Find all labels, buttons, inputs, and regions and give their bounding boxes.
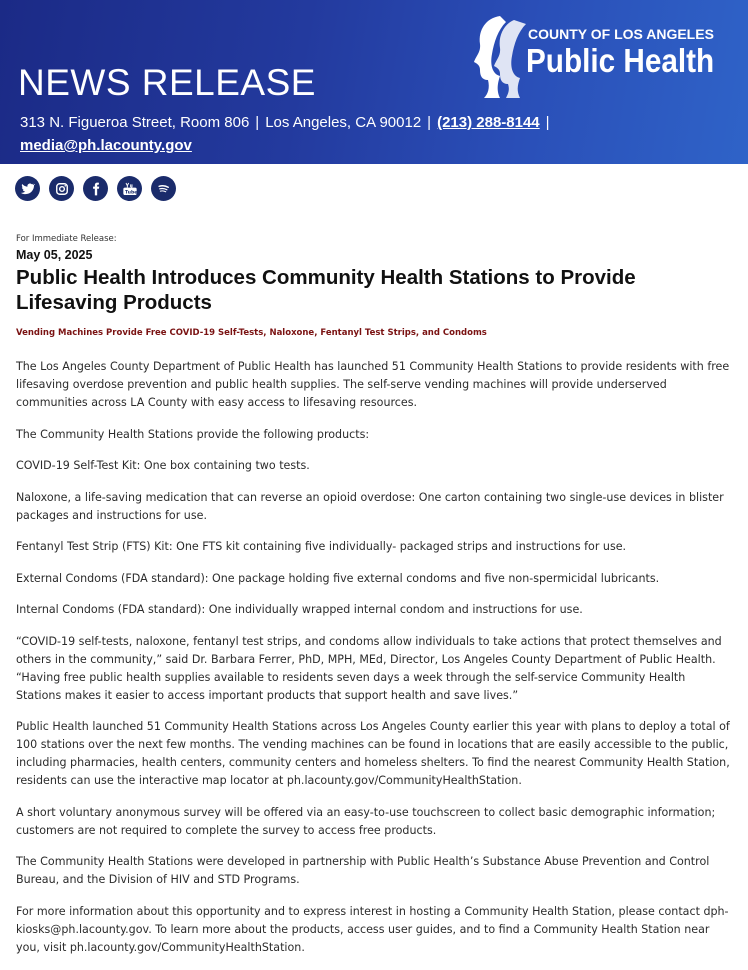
paragraph: COVID-19 Self-Test Kit: One box containing two tests. bbox=[16, 459, 310, 472]
release-label: For Immediate Release: bbox=[16, 234, 117, 244]
contact-line bbox=[20, 114, 556, 131]
city-text: Los Angeles, CA 90012 bbox=[265, 114, 422, 131]
phone-link[interactable]: (213) 288-8144 bbox=[437, 114, 540, 131]
separator: | bbox=[255, 114, 260, 131]
paragraph: The Community Health Stations were developed in partnership with Public Health’s Substance Abuse Prevention and Control Bureau, and the Division of HIV and STD Programs. bbox=[16, 855, 710, 886]
svg-text:Tube: Tube bbox=[124, 189, 137, 195]
headline-line-2: Lifesaving Products bbox=[16, 291, 212, 314]
subheadline: Vending Machines Provide Free COVID-19 Self-Tests, Naloxone, Fentanyl Test Strips, and Condoms bbox=[16, 328, 487, 338]
paragraph: The Community Health Stations provide the following products: bbox=[16, 427, 370, 441]
release-date: May 05, 2025 bbox=[16, 248, 93, 262]
paragraph: The Los Angeles County Department of Public Health has launched 51 Community Health Stations to provide residents with free lifesaving overdose prevention and public health supplies. The self-serve vending machines will provide underserved communities across LA County with easy access to lifesaving resources. bbox=[16, 360, 730, 409]
headline bbox=[16, 265, 732, 315]
paragraph: Internal Condoms (FDA standard): One individually wrapped internal condom and instructions for use. bbox=[16, 603, 583, 616]
article-body bbox=[16, 358, 732, 957]
paragraph: A short voluntary anonymous survey will be offered via an easy-to-use touchscreen to collect basic demographic information; customers are not required to complete the survey to access free products. bbox=[16, 805, 716, 837]
logo-county-text: COUNTY OF LOS ANGELES bbox=[528, 26, 714, 42]
paragraph: Public Health launched 51 Community Health Stations across Los Angeles County earlier this year with plans to deploy a total of 100 stations over the next few months. The vending machines can be found in locations that are easily accessible to the public, including pharmacies, health centers, community centers and homeless shelters. To find the nearest Community Health Station, residents can use the interactive map locator at ph.lacounty.gov/CommunityHealthStation. bbox=[16, 720, 730, 787]
headline-line-1: Public Health Introduces Community Health Stations to Provide bbox=[16, 266, 636, 289]
logo-public-health-text: Public Health bbox=[526, 42, 715, 79]
social-icons bbox=[15, 176, 176, 201]
banner-title: NEWS RELEASE bbox=[18, 62, 316, 103]
paragraph: External Condoms (FDA standard): One package holding five external condoms and five non-spermicidal lubricants. bbox=[16, 571, 660, 585]
faces-logo-icon bbox=[470, 14, 532, 100]
release-content bbox=[16, 234, 732, 970]
facebook-icon[interactable] bbox=[83, 176, 108, 201]
separator: | bbox=[427, 114, 432, 131]
address-text: 313 N. Figueroa Street, Room 806 bbox=[20, 114, 250, 131]
paragraph: Fentanyl Test Strip (FTS) Kit: One FTS kit containing five individually- packaged strips and instructions for use. bbox=[16, 540, 627, 553]
public-health-logo[interactable] bbox=[470, 14, 740, 100]
news-release-banner bbox=[0, 0, 748, 164]
paragraph: Naloxone, a life-saving medication that can reverse an opioid overdose: One carton containing two single-use devices in blister packages and instructions for use. bbox=[16, 490, 724, 522]
youtube-icon[interactable] bbox=[117, 176, 142, 201]
separator: | bbox=[545, 114, 550, 131]
email-link[interactable]: media@ph.lacounty.gov bbox=[20, 137, 192, 154]
paragraph: “COVID-19 self-tests, naloxone, fentanyl test strips, and condoms allow individuals to take actions that protect themselves and others in the community,” said Dr. Barbara Ferrer, PhD, MPH, MEd, Director, Los Angeles County Department of Public Health. “Having free public health supplies available to residents seven days a week through the self-service Community Health Stations makes it easier to access important products that support health and save lives.” bbox=[16, 634, 722, 702]
twitter-icon[interactable] bbox=[15, 176, 40, 201]
spotify-icon[interactable] bbox=[151, 176, 176, 201]
paragraph: For more information about this opportunity and to express interest in hosting a Community Health Station, please contact dph-kiosks@ph.lacounty.gov. To learn more about the products, access user guides, and to find a Community Health Station near you, visit ph.lacounty.gov/CommunityHealthStation. bbox=[16, 904, 729, 954]
instagram-icon[interactable] bbox=[49, 176, 74, 201]
email-line bbox=[20, 137, 192, 154]
